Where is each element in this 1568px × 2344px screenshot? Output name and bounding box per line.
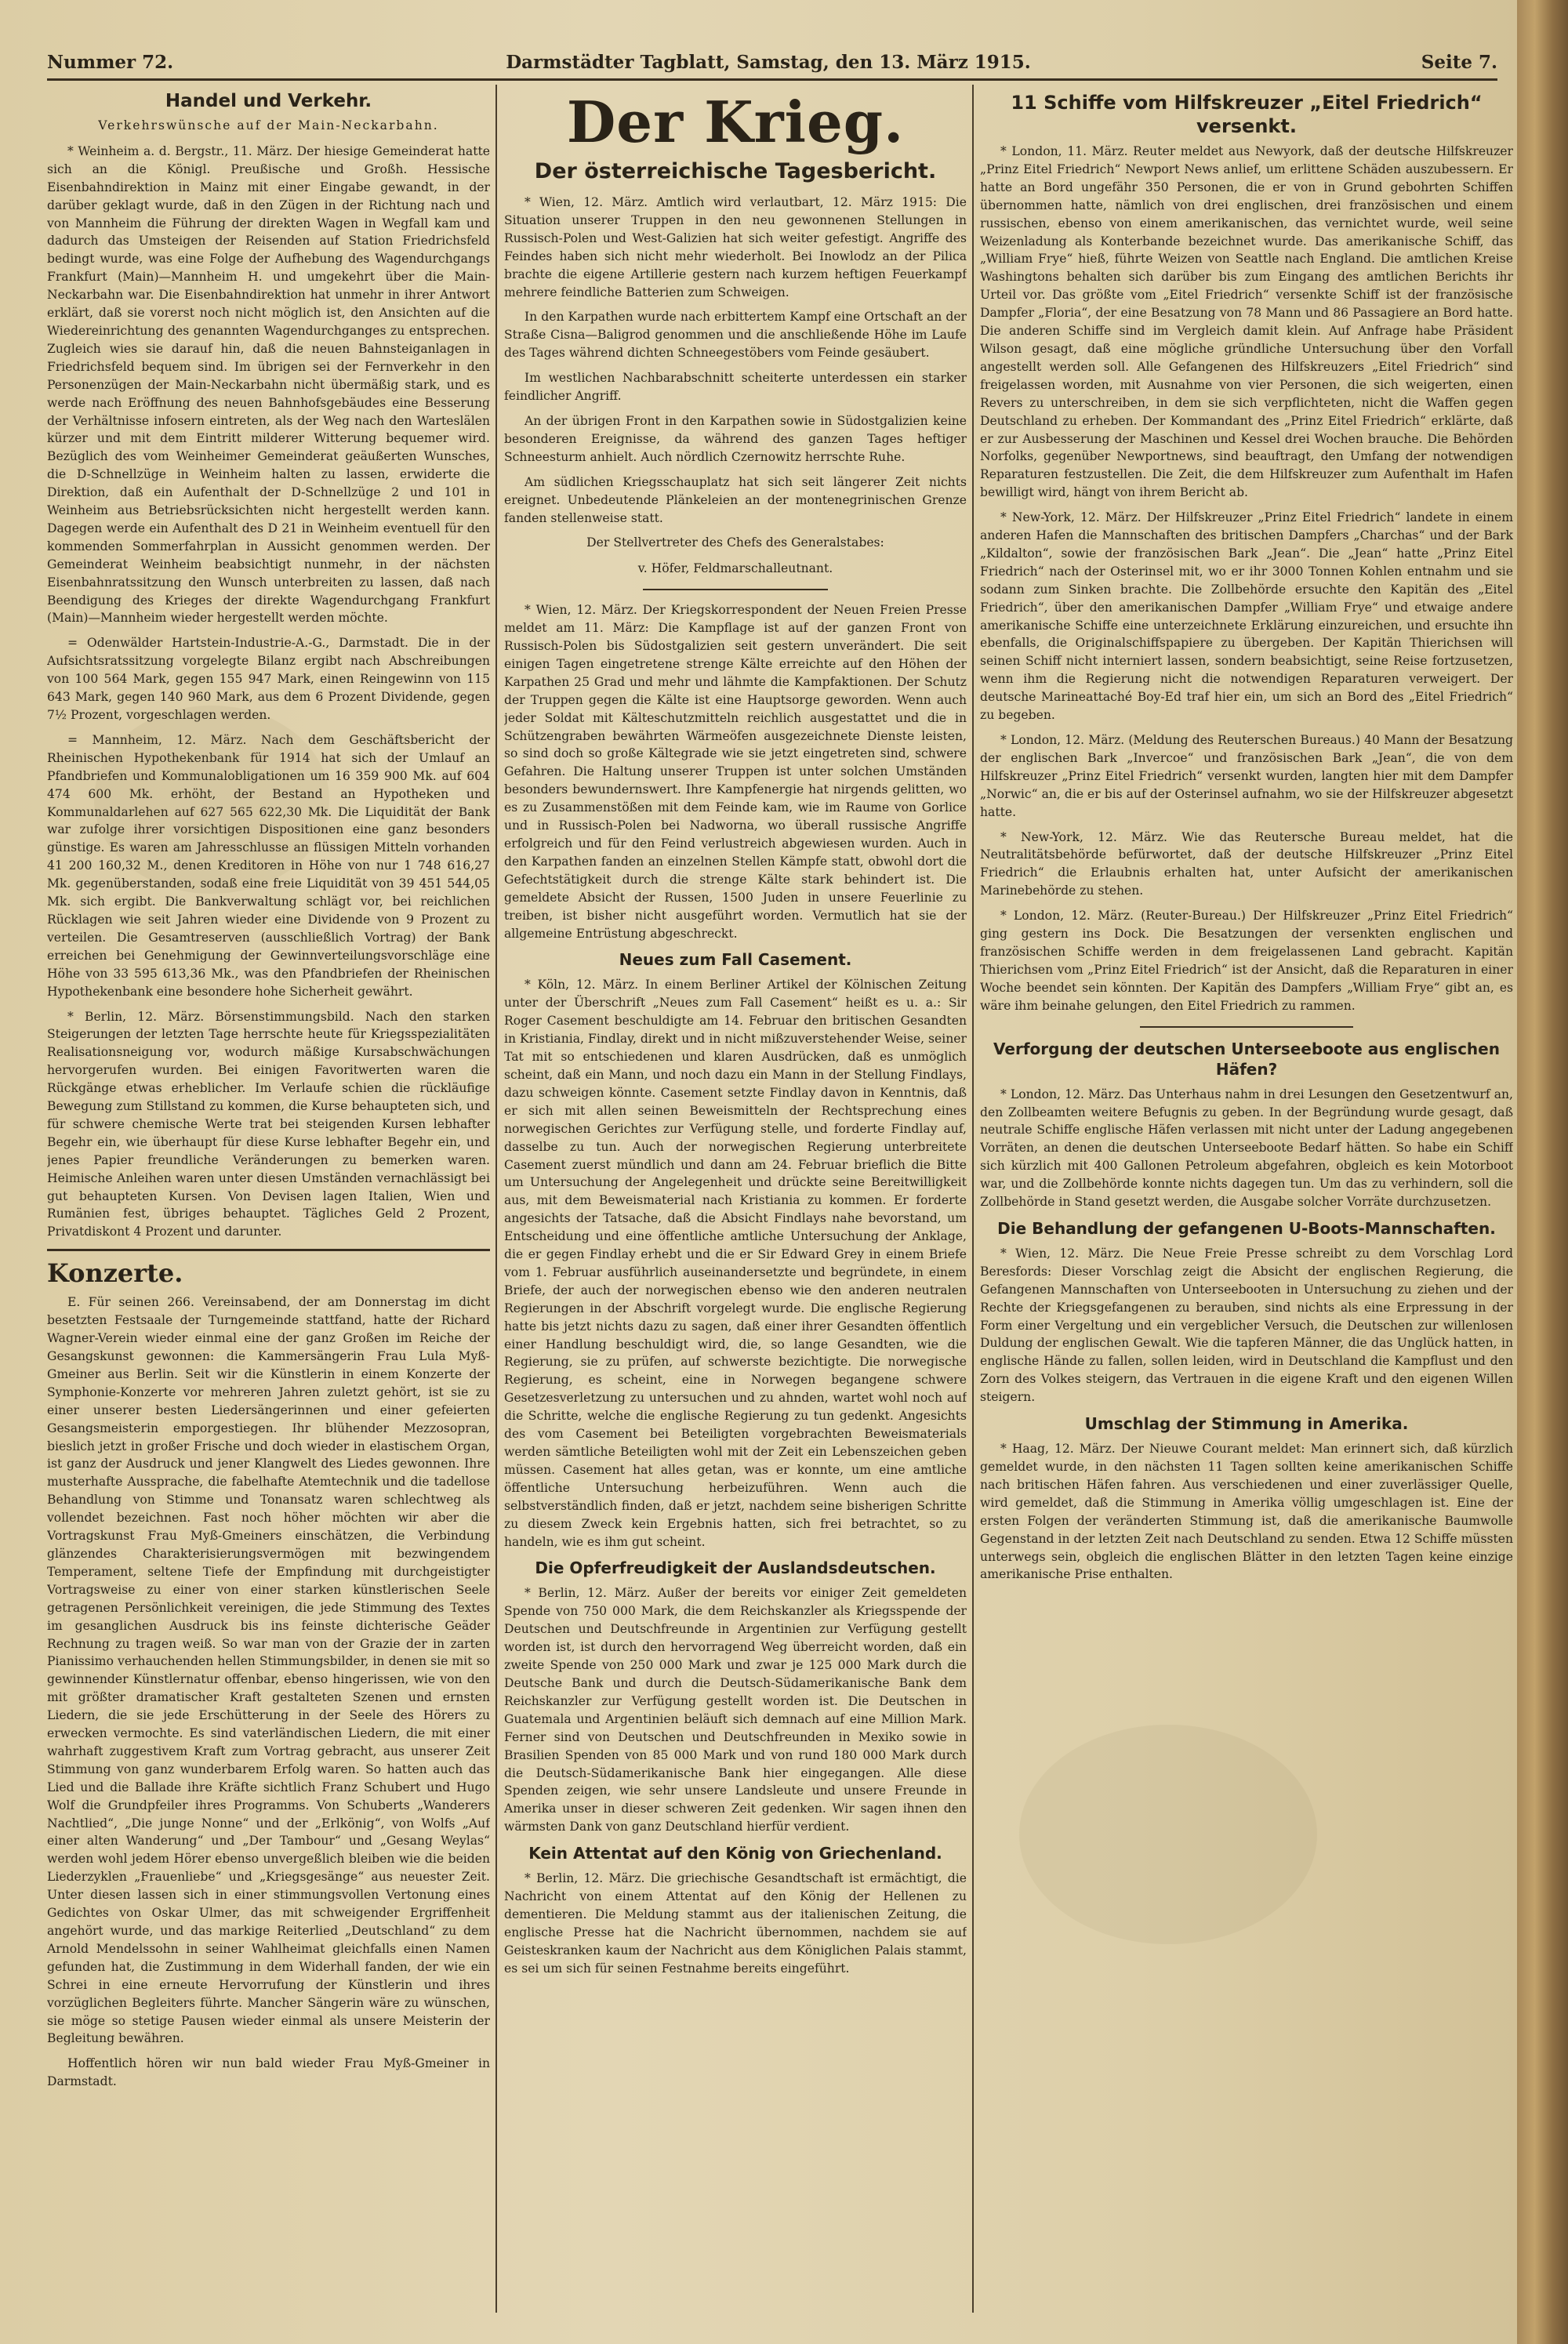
paragraph: * Wien, 12. März. Die Neue Freie Presse schreibt zu dem Vorschlag Lord Beresfords: Dieser Vorschlag zeigt die Absicht der englischen Regierung, die Gefangenen Mannschaften von Unterseebooten in Untersuchung zu ziehen und der Rechte der Kriegsgefangenen zu berauben, sind nichts als eine Erpressung in der Form einer Vergeltung und ein vergeblicher Versuch, die Deutschen zur willenlosen Duldung der englischen Gewalt. Wie die tapferen Männer, die das Unglück hatten, in englische Hände zu fallen, sollen leiden, wird in Deutschland die Kampflust und den Zorn des Volkes steigern, das Vertrauen in die eigene Kraft und den eigenen Willen steigern. [980, 1246, 1513, 1405]
paragraph: An der übrigen Front in den Karpathen sowie in Südostgalizien keine besonderen Ereignisse, da während des ganzen Tages heftiger Schneesturm anhielt. Auch nördlich Czernowitz herrschte Ruhe. [504, 413, 967, 464]
heading-uboot-versorgung: Verforgung der deutschen Unterseeboote aus englischen Häfen? [993, 1039, 1500, 1079]
page-number: Seite 7. [1421, 52, 1497, 73]
paragraph: In den Karpathen wurde nach erbittertem Kampf eine Ortschaft an der Straße Cisna—Baligrod genommen und die anschließende Höhe im Laufe des Tages während dichten Schneegestöbers vom Feinde gesäubert. [504, 310, 967, 361]
divider [643, 589, 828, 590]
paragraph: * New-York, 12. März. Wie das Reutersche Bureau meldet, hat die Neutralitätsbehörde befürwortet, daß der deutsche Hilfskreuzer „Prinz Eitel Friedrich“ die Erlaubnis erhalten hat, unter Aufsicht der amerikanischen Marinebehörde zu stehen. [980, 829, 1513, 898]
section-heading-konzerte: Konzerte. [47, 1258, 183, 1289]
article-subtitle: Verkehrswünsche auf der Main-Neckarbahn. [98, 118, 439, 132]
paragraph: * Weinheim a. d. Bergstr., 11. März. Der hiesige Gemeinderat hatte sich an die Königl. Preußische und Großh. Hessische Eisenbahndirektion in Mainz mit einer Eingabe gewandt, in der darüber geklagt wurde, daß in den Zügen in der Richtung nach und von Mannheim die Führung der direkten Wagen in Wegfall kam und dadurch das Umsteigen der Reisenden auf Station Friedrichsfeld bedingt wurde, was eine Folge der Aufhebung des Wagendurchgangs Frankfurt (Main)—Mannheim H. und umgekehrt über die Main-Neckarbahn war. Die Eisenbahndirektion hat unmehr in ihrer Antwort erklärt, daß sie vorerst noch nicht möglich ist, den Ansichten auf die Wiedereinrichtung des genannten Wagendurchganges zu entsprechen. Zugleich wies sie darauf hin, daß die neuen Bahnsteiganlagen in Friedrichsfeld bequem sind. Im übrigen sei der Fernverkehr in den Personenzügen der Main-Neckarbahn nicht übermäßig stark, und es werde nach Eröffnung des neuen Bahnhofsgebäudes eine Besserung der Verhältnisse infosern eintreten, als der Weg nach den Warteslälen kürzer und mit dem Eintritt milderer Witterung bequemer wird. Bezüglich des vom Weinheimer Gemeinderat geäußerten Wunsches, die D-Schnellzüge in Weinheim halten zu lassen, erwiderte die Direktion, daß ein Aufenthalt der D-Schnellzüge 2 und 101 in Weinheim aus Betriebsrücksichten nicht hergestellt werden kann. Dagegen werde ein Aufenthalt des D 21 in Weinheim eventuell für den kommenden Sommerfahrplan in Aussicht genommen werden. Der Gemeinderat Weinheim beabsichtigt nunmehr, in der nächsten Eisenbahnratssitzung den Wunsch unterbreiten zu lassen, daß nach Beendigung des Krieges der direkte Wagendurchgang Frankfurt (Main)—Mannheim wieder hergestellt werden möchte. [47, 143, 490, 626]
signature-name: v. Höfer, Feldmarschalleutnant. [637, 561, 833, 576]
paragraph: * Köln, 12. März. In einem Berliner Artikel der Kölnischen Zeitung unter der Überschrift „Neues zum Fall Casement“ heißt es u. a.: Sir Roger Casement beschuldigte am 14. Februar den britischen Gesandten in Kristiania, Findlay, direkt und in nicht mißzuverstehender Weise, seiner Tat mit so entschiedenen und klaren Ausdrücken, daß es unmöglich scheint, daß ein Mann, und noch dazu ein Mann in der Stellung Findlays, dazu schweigen könnte. Casement setzte Findlay davon in Kenntnis, daß er sich mit allen seinen Beweismitteln der Rechtsprechung eines norwegischen Gerichtes zur Verfügung stelle, und forderte Findlay auf, dasselbe zu tun. Auch der norwegischen Regierung unterbreitete Casement zuerst mündlich und dann am 24. Februar brieflich die Bitte um Untersuchung der Angelegenheit und drückte seine Bereitwilligkeit aus, mit dem Beweismaterial nach Kristiania zu kommen. Er forderte angesichts der Tatsache, daß die Absicht Findlays nahe bevorstand, um Entscheidung und eine öffentliche amtliche Untersuchung der Anklage, die er gegen Findlay erhebt und die er Sir Edward Grey in einem Briefe vom 1. Februar ausführlich auseinandersetzte und begründete, in einem Briefe, der auch der norwegischen ebenso wie den anderen neutralen Regierungen in der Abschrift vorgelegt wurde. Die englische Regierung hatte bis jetzt nichts dazu zu sagen, daß einer ihrer Gesandten öffentlich einer Handlung beschuldigt wird, die, so lange Gesandten, wie die Regierung, sie zu prüfen, auf schwerste bezichtigte. Die norwegische Regierung, es scheint, eine in Norwegen begangene schwere Gesetzesverletzung zu untersuchen und zu ahnden, wartet wohl noch auf die Schritte, welche die englische Regierung zu tun gedenkt. Angesichts des vom Casement bei Beteiligten vorgebrachten Beweismaterials werden sämtliche Beteiligten wohl mit der Zeit ein Lebenszeichen geben müssen. Casement hat alles getan, was er konnte, um eine amtliche öffentliche Untersuchung herbeizuführen. Wenn auch die selbstverständlich finden, daß er jetzt, nachdem seine bisherigen Schritte zu diesem Zweck kein Ergebnis hatten, sich frei betrachtet, so zu handeln, wie es ihm gut scheint. [504, 978, 967, 1549]
issue-number: Nummer 72. [47, 52, 174, 73]
paragraph: E. Für seinen 266. Vereinsabend, der am Donnerstag im dicht besetzten Festsaale der Turngemeinde stattfand, hatte der Richard Wagner-Verein wieder einmal eine der ganz Großen im Reiche der Gesangskunst gewonnen: die Kammersängerin Frau Lula Myß-Gmeiner aus Berlin. Seit wir die Künstlerin in einem Konzerte der Symphonie-Konzerte vor mehreren Jahren zuletzt gehört, ist sie zu einer unserer besten Liedersängerinnen und einer gefeierten Gesangsmeisterin emporgestiegen. Ihr blühender Mezzosopran, bieslich jetzt in großer Frische und doch wieder in elastischem Organ, ist ganz der Ausdruck und jener Klangwelt des Liedes gewonnen. Ihre musterhafte Aussprache, die fabelhafte Atemtechnik und die tadellose Behandlung von Stimme und Tonansatz waren schlechtweg als vollendet bezeichnen. Fast noch höher möchten wir aber die Vortragskunst Frau Myß-Gmeiners einschätzen, die Verbindung glänzendes Charakterisierungsvermögen mit bezwingendem Temperament, seltene Tiefe der Empfindung mit durchgeistigter Vortragsweise zu einer von einer starken künstlerischen Seele getragenen Persönlichkeit vereinigen, die jede Stimmung des Textes im gesanglichen Ausdruck bis ins feinste dichterische Geäder Rechnung zu tragen weiß. So war man von der Grazie der in zarten Pianissimo verhauchenden hellen Stimmungsbilder, in denen sie mit so gewinnender Künstlernatur offenbar, ebenso hingerissen, wie von den mit größter dramatischer Kraft gestalteten Szenen und ernsten Liedern, die sie jede Erschütterung in der Seele des Hörers zu erwecken vermochte. Es sind vaterländischen Liedern, die mit einer wahrhaft zuggestivem Kraft zum Vortrag gebracht, aus unserer Zeit Stimmung von ganz wunderbarem Erfolg waren. So hatten auch das Lied und die Ballade ihre Kräfte sichtlich Franz Schubert und Hugo Wolf die Grundpfeiler ihres Programms. Von Schuberts „Wanderers Nachtlied“, „Die junge Nonne“ und der „Erlkönig“, von Wolfs „Auf einer alten Wanderung“ und „Der Tambour“ und „Gesang Weylas“ werden wohl jedem Hörer ebenso unvergeßlich bleiben wie die beiden Liederzyklen „Frauenliebe“ und „Kriegsgesänge“ aus neuester Zeit. Unter diesen lassen sich in einer stimmungsvollen Vertonung eines Gedichtes von Oskar Ulmer, das mit schweigender Ergriffenheit angehört wurde, und das markige Reiterlied „Deutschland“ zu dem Arnold Mendelssohn in seiner Wahlheimat gleichfalls einen Namen gefunden hat, die Zustimmung in dem Widerhall fanden, der wie ein Schrei in eine erneute Hervorrufung der Künstlerin und ihres vorzüglichen Begleiters führte. Mancher Sängerin wäre zu wünschen, sie möge so stetige Pausen wieder einmal als unsere Meisterin der Begleitung bewähren. [47, 1295, 490, 2046]
paragraph: * Berlin, 12. März. Außer der bereits vor einiger Zeit gemeldeten Spende von 750 000 Mark, die dem Reichskanzler als Kriegsspende der Deutschen und Deutschfreunde in Argentinien zur Verfügung gestellt worden ist, ist durch den hervorragend Weg überreicht worden, daß ein zweite Spende von 250 000 Mark und zwar je 125 000 Mark durch die Deutsche Bank und durch die Deutsch-Südamerikanische Bank dem Reichskanzler zur Verfügung gestellt worden ist. Die Deutschen in Guatemala und Argentinien beläuft sich demnach auf eine Million Mark. Ferner sind von Deutschen und Deutschfreunden in Mexiko sowie in Brasilien Spenden von 85 000 Mark und von rund 180 000 Mark durch die Deutsch-Südamerikanische Bank hier eingegangen. Alle diese Spenden zeigen, wie sehr unsere Landsleute und unsere Freunde in Amerika unser in dieser schweren Zeit gedenken. Wir sagen ihnen den wärmsten Dank von ganz Deutschland hierfür verdient. [504, 1586, 967, 1834]
signature-line: Der Stellvertreter des Chefs des Generalstabes: [586, 535, 884, 550]
newspaper-title-date: Darmstädter Tagblatt, Samstag, den 13. März 1915. [506, 52, 1031, 73]
masthead [47, 41, 1497, 81]
section-heading-handel: Handel und Verkehr. [165, 91, 372, 111]
paragraph: * Wien, 12. März. Der Kriegskorrespondent der Neuen Freien Presse meldet am 11. März: Die Kampflage ist auf der ganzen Front von Russisch-Polen bis Südostgalizien seit gestern unverändert. Die seit einigen Tagen eingetretene strenge Kälte erreichte auf den Höhen der Karpathen 25 Grad und mehr und lähmte die Kampfaktionen. Der Schutz der Truppen gegen die Kälte ist eine Hauptsorge geworden. Wenn auch jeder Soldat mit Kälteschutzmitteln reichlich ausgestattet und die in Schützengraben bewährten Wärmeöfen ausgezeichnete Dienste leisten, so sind doch so große Kältegrade wie sie jetzt eingetreten sind, schwere Gefahren. Die Haltung unserer Truppen ist unter solchen Umständen besonders bewundernswert. Ihre Kampfenergie hat nirgends gelitten, wo es zu Zusammenstößen mit dem Feinde kam, wie im Raume von Gorlice und in Russisch-Polen bei Nadworna, wo überall russische Angriffe erfolgreich und für den Feind verlustreich abgewiesen wurden. Auch in den Karpathen fanden an einzelnen Stellen Kämpfe statt, obwohl dort die Gefechtstätigkeit durch die strenge Kälte stark behindert ist. Die gemeldete Absicht der Russen, 1500 Juden in unsere Feuerlinie zu treiben, ist bisher nicht ausgeführt worden. Vermutlich hat sie der allgemeine Entrüstung abgeschreckt. [504, 603, 967, 941]
paragraph: * London, 11. März. Reuter meldet aus Newyork, daß der deutsche Hilfskreuzer „Prinz Eitel Friedrich“ Newport News anlief, um erlittene Schäden auszubessern. Er hatte an Bord ungefähr 350 Personen, die er von in Grund gebohrten Schiffen übernommen hatte, nämlich von drei englischen, drei französischen und einem russischen, ebenso von einem amerikanischen, das vernichtet wurde, weil seine Weizenladung als Konterbande bezeichnet wurde. Das amerikanische Schiff, das „William Frye“ hieß, führte Weizen von Seattle nach England. Die amtlichen Kreise Washingtons behalten sich darüber bis zum Eingang des amtlichen Berichts ihr Urteil vor. Das größte vom „Eitel Friedrich“ versenkte Schiff ist der französische Dampfer „Floria“, der eine Besatzung von 78 Mann und 86 Passagiere an Bord hatte. Die anderen Schiffe sind im Vergleich damit klein. Auf Anfrage habe Präsident Wilson gesagt, daß eine mögliche gründliche Untersuchung über den Vorfall angestellt werden soll. Alle Gefangenen des Hilfskreuzers „Eitel Friedrich“ sind freigelassen worden, mit Ausnahme von vier Personen, die sich weigerten, einen Revers zu unterschreiben, in dem sie sich verpflichteten, nicht die Waffen gegen Deutschland zu erheben. Der Kommandant des „Prinz Eitel Friedrich“ erklärte, daß er zur Ausbesserung der Maschinen und Kessel drei Wochen brauche. Die Behörden Norfolks, gegenüber Newportnews, sind beauftragt, den Umfang der notwendigen Reparaturen festzustellen. Die Zeit, die dem Hilfskreuzer zum Aufenthalt im Hafen bewilligt wird, hängt von ihrem Bericht ab. [980, 144, 1513, 500]
column-right [980, 86, 1513, 2320]
column-rule [495, 85, 497, 2313]
headline-eitel-friedrich: 11 Schiffe vom Hilfskreuzer „Eitel Friedrich“ versenkt. [1011, 92, 1483, 137]
paragraph: Im westlichen Nachbarabschnitt scheiterte unterdessen ein starker feindlicher Angriff. [504, 371, 967, 404]
paragraph: Hoffentlich hören wir nun bald wieder Frau Myß-Gmeiner in Darmstadt. [47, 2056, 490, 2089]
heading-opferfreudigkeit: Die Opferfreudigkeit der Auslandsdeutschen. [535, 1558, 936, 1578]
paragraph: * New-York, 12. März. Der Hilfskreuzer „Prinz Eitel Friedrich“ landete in einem anderen Hafen die Mannschaften des britischen Dampfers „Charchas“ und der Bark „Kildalton“, sowie der französischen Bark „Jean“. Die „Jean“ hatte „Prinz Eitel Friedrich“ nach der Osterinsel mit, wo er ihr 3000 Tonnen Kohlen entnahm und sie sodann zum Sinken brachte. Die Zollbehörde ersuchte den Kapitän des „Eitel Friedrich“, über den amerikanischen Dampfer „William Frye“ und etwaige andere amerikanische Schiffe eine unterzeichnete Erklärung einzureichen, und ersuchte ihn ebenfalls, die Originalschiffspapiere zu übergeben. Der Kapitän Thierichsen will seinen Schiff nicht interniert lassen, sondern beabsichtigt, seine Reise fortzusetzen, wenn ihm die Regierung nicht die notwendigen Reparaturen verweigert. Der deutsche Marineattaché Boy-Ed traf hier ein, um sich an Bord des „Eitel Friedrich“ zu begeben. [980, 510, 1513, 723]
paragraph: * Berlin, 12. März. Die griechische Gesandtschaft ist ermächtigt, die Nachricht von einem Attentat auf den König der Hellenen zu dementieren. Die Meldung stammt aus der italienischen Zeitung, die englische Presse hat die Nachricht übernommen, nachdem sie auf Geisteskranken kaum der Nachricht aus dem Königlichen Palais stammt, es sei um sich für seinen Festnahme bereits eingeführt. [504, 1871, 967, 1976]
divider [1140, 1026, 1353, 1028]
heading-amerika: Umschlag der Stimmung in Amerika. [1084, 1414, 1409, 1434]
paragraph: = Odenwälder Hartstein-Industrie-A.-G., Darmstadt. Die in der Aufsichtsratssitzung vorgelegte Bilanz ergibt nach Abschreibungen von 100 564 Mark, gegen 155 947 Mark, einen Reingewinn von 115 643 Mark, gegen 140 960 Mark, aus dem 6 Prozent Dividende, gegen 7½ Prozent, vorgeschlagen werden. [47, 636, 490, 722]
paragraph: Am südlichen Kriegsschauplatz hat sich seit längerer Zeit nichts ereignet. Unbedeutende Plänkeleien an der montenegrinischen Grenze fanden stellenweise statt. [504, 474, 967, 525]
paragraph: * London, 12. März. (Meldung des Reuterschen Bureaus.) 40 Mann der Besatzung der englischen Bark „Invercoe“ und französischen Bark „Jean“, die von dem Hilfskreuzer „Prinz Eitel Friedrich“ versenkt wurden, langten hier mit dem Dampfer „Norwic“ an, die er bis auf der Osterinsel aufnahm, wo sie der Hilfskreuzer abgesetzt hatte. [980, 733, 1513, 819]
article-handel [47, 143, 490, 1241]
column-middle [504, 86, 967, 2320]
article-konzerte [47, 1294, 490, 2091]
subheadline-tagesbericht: Der österreichische Tagesbericht. [534, 159, 937, 183]
heading-attentat: Kein Attentat auf den König von Griechenland. [528, 1844, 942, 1863]
section-divider [47, 1249, 490, 1251]
column-left [47, 86, 490, 2320]
heading-behandlung: Die Behandlung der gefangenen U-Boots-Mannschaften. [997, 1218, 1496, 1238]
heading-casement: Neues zum Fall Casement. [619, 950, 852, 970]
column-rule [972, 85, 974, 2313]
paragraph: * London, 12. März. Das Unterhaus nahm in drei Lesungen den Gesetzentwurf an, den Zollbeamten weitere Befugnis zu geben. In der Begründung wurde gesagt, daß neutrale Schiffe englische Häfen verlassen mit nicht unter der Ladung angegebenen Vorräten, an denen die deutschen Unterseeboote Bedarf hätten. So habe ein Schiff sich kürzlich mit 400 Gallonen Petroleum abgefahren, obgleich es kein Motorboot war, und die Zollbehörde konnte nichts dagegen tun. Um das zu verhindern, soll die Zollbehörde in Stand gesetzt werden, die Ausgabe solcher Vorräte durchzusetzen. [980, 1087, 1513, 1210]
paragraph: = Mannheim, 12. März. Nach dem Geschäftsbericht der Rheinischen Hypothekenbank für 1914 hat sich der Umlauf an Pfandbriefen und Kommunalobligationen um 16 359 900 Mk. auf 604 474 600 Mk. erhöht, der Bestand an Hypotheken und Kommunaldarlehen auf 627 565 622,30 Mk. Die Liquidität der Bank war zufolge ihrer vorsichtigen Dispositionen eine ganz besonders günstige. Es waren am Jahresschlusse an flüssigen Mitteln vorhanden 41 200 160,32 M., denen Kreditoren in Höhe von nur 1 748 616,27 Mk. gegenüberstanden, sodaß eine freie Liquidität von 39 451 544,05 Mk. sich ergibt. Die Bankverwaltung schlägt vor, bei reichlichen Rücklagen wie seit Jahren wieder eine Dividende von 9 Prozent zu verteilen. Die Gesamtreserven (ausschließlich Vortrag) der Bank erreichen bei Genehmigung der Gewinnverteilungsvorschläge eine Höhe von 33 595 613,36 Mk., was den Pfandbriefen der Rheinischen Hypothekenbank eine besondere hohe Sicherheit gewährt. [47, 732, 490, 999]
book-binding-edge [1517, 0, 1568, 2344]
paragraph: * Wien, 12. März. Amtlich wird verlautbart, 12. März 1915: Die Situation unserer Truppen in den neu gewonnenen Stellungen in Russisch-Polen und West-Galizien hat sich weiter gefestigt. Angriffe des Feindes haben sich nicht mehr wiederholt. Bei Inowlodz an der Pilica brachte die eigene Artillerie gestern nach kurzem heftigen Feuerkampf mehrere feindliche Batterien zum Schweigen. [504, 195, 967, 299]
paragraph: * Haag, 12. März. Der Nieuwe Courant meldet: Man erinnert sich, daß kürzlich gemeldet wurde, in den nächsten 11 Tagen sollten keine amerikanischen Schiffe nach britischen Häfen fahren. Aus verschiedenen und einer zuverlässiger Quelle, wird gemeldet, daß die Stimmung in Amerika völlig umgeschlagen ist. Eine der ersten Folgen der veränderten Stimmung ist, daß die amerikanische Baumwolle Gegenstand in der letzten Zeit nach Deutschland zu senden. Etwa 12 Schiffe müssten unterwegs sein, obgleich die englischen Blätter in den letzten Tagen keine einzige amerikanische Prise enthalten. [980, 1442, 1513, 1582]
paragraph: * Berlin, 12. März. Börsenstimmungsbild. Nach den starken Steigerungen der letzten Tage herrschte heute für Kriegsspezialitäten Realisationsneigung vor, wodurch mäßige Kursabschwächungen hervorgerufen wurden. Bei einigen Favoritwerten waren die Rückgänge etwas erheblicher. Im Verlaufe schien die rückläufige Bewegung zum Stillstand zu kommen, die Kurse behaupteten sich, und für schwere chemische Werte trat bei steigenden Kursen lebhafter Begehr ein, wie überhaupt für diese Kurse lebhafter Begehr ein, und jenes Papier freundliche Veränderungen zu bemerken waren. Heimische Anleihen waren unter diesen Umständen vernachlässigt bei gut behaupteten Kursen. Von Devisen lagen Italien, Wien und Rumänien fest, übriges behauptet. Tägliches Geld 2 Prozent, Privatdiskont 4 Prozent und darunter. [47, 1009, 490, 1239]
paragraph: * London, 12. März. (Reuter-Bureau.) Der Hilfskreuzer „Prinz Eitel Friedrich“ ging gestern ins Dock. Die Besatzungen der versenkten englischen und französischen Schiffe werden in dem freigelassenen Land gebracht. Kapitän Thierichsen vom „Prinz Eitel Friedrich“ ist der Ansicht, daß die Reparaturen in einer Woche beendet sein könnten. Der Kapitän des Dampfers „William Frye“ gibt an, es wäre ihm beinahe gelungen, den Eitel Friedrich zu rammen. [980, 909, 1513, 1013]
headline-der-krieg: Der Krieg. [566, 89, 905, 155]
